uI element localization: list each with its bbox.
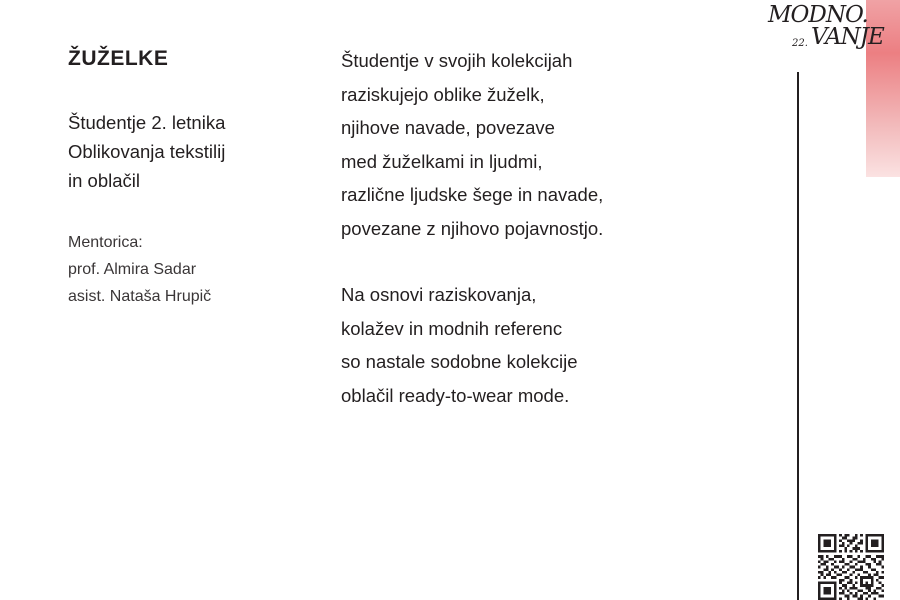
- mentor-line: asist. Nataša Hrupič: [68, 288, 212, 305]
- text-line: kolažev in modnih referenc: [341, 317, 563, 339]
- text-line: Študentje v svojih kolekcijah: [341, 50, 573, 71]
- text-line: njihove navade, povezave: [341, 117, 555, 138]
- text-line: oblačil ready-to-wear mode.: [341, 384, 570, 406]
- text-line: povezane z njihovo pojavnostjo.: [341, 217, 604, 239]
- mentor-line: Mentorica:: [68, 234, 143, 251]
- page-title: ŽUŽELKE: [68, 47, 169, 70]
- subtitle-line: Oblikovanja tekstilij: [68, 141, 226, 162]
- logo-number: 22.: [792, 38, 808, 49]
- modnovanje-logo: [765, 2, 885, 56]
- subtitle-line: in oblačil: [68, 170, 140, 191]
- paragraph-2: [341, 278, 603, 412]
- qr-code-icon[interactable]: [817, 534, 885, 600]
- text-line: Na osnovi raziskovanja,: [341, 284, 537, 305]
- vertical-divider: [797, 72, 799, 600]
- logo-line2: VANJE: [811, 24, 884, 50]
- text-line: med žuželkami in ljudmi,: [341, 150, 543, 172]
- logo-line1: MODNO.: [768, 2, 868, 28]
- text-line: so nastale sodobne kolekcije: [341, 351, 578, 372]
- mentor-line: prof. Almira Sadar: [68, 261, 197, 278]
- description-text: [341, 44, 603, 412]
- text-line: različne ljudske šege in navade,: [341, 184, 604, 205]
- subtitle-block: [68, 108, 225, 195]
- paragraph-1: [341, 44, 603, 245]
- text-line: raziskujejo oblike žuželk,: [341, 83, 545, 105]
- subtitle-line: Študentje 2. letnika: [68, 112, 226, 133]
- mentor-block: [68, 229, 211, 310]
